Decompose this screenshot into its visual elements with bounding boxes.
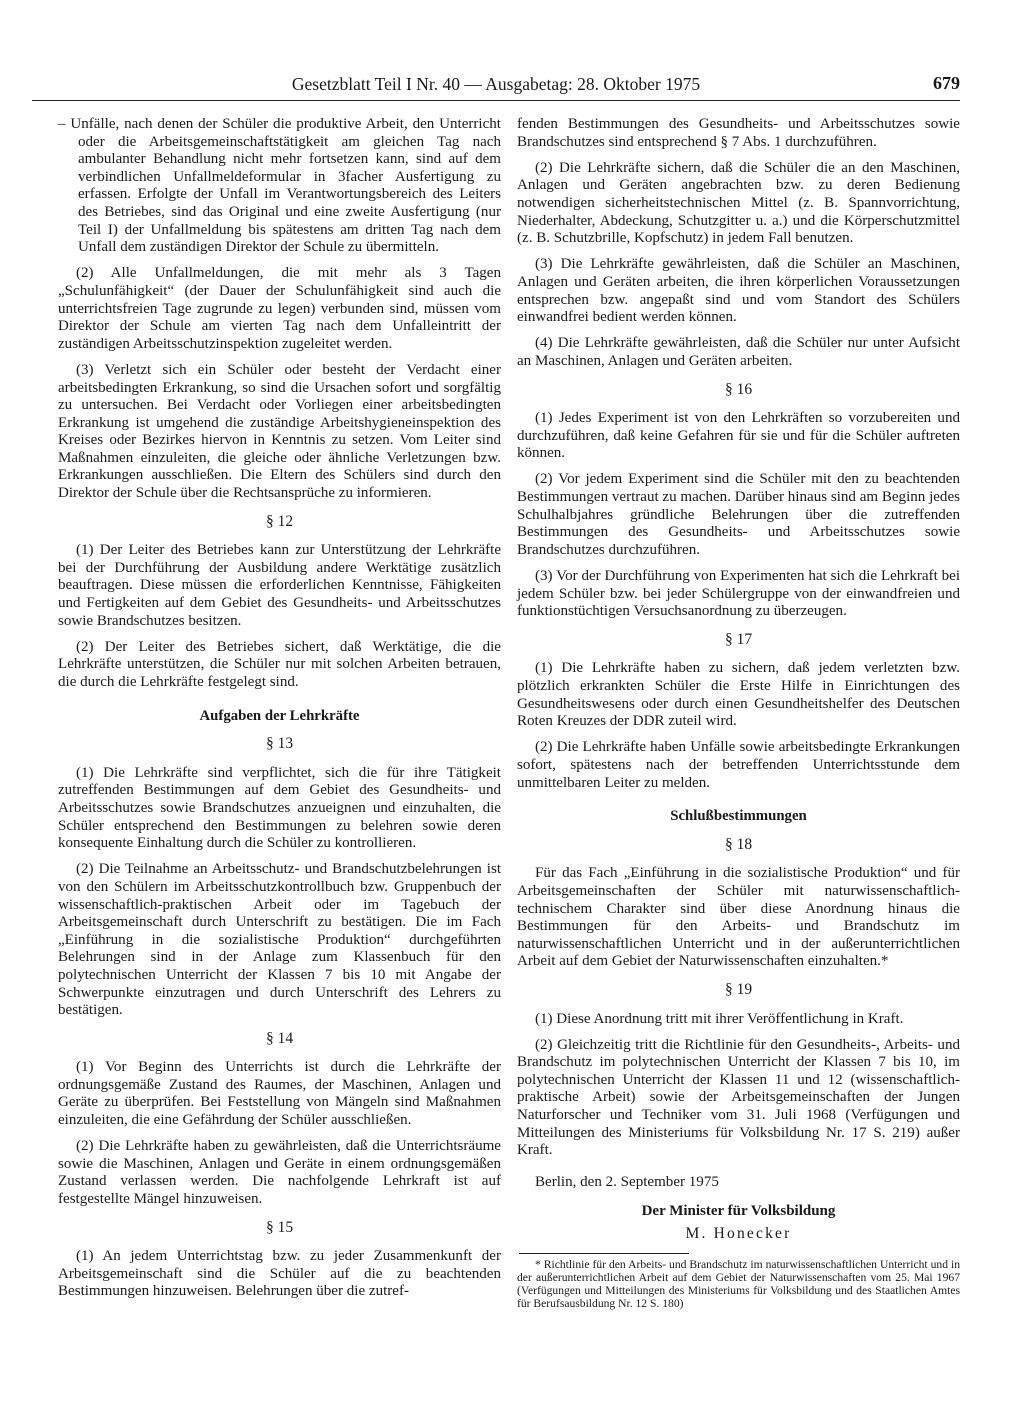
footnote: * Richtlinie für den Arbeits- und Brandschutz im naturwissenschaftlichen Unterricht und in der außerunterrichtlichen Arbeit auf dem Gebiet der Naturwissenschaften vom 25. Mai 1967 (Verfügungen und Mitteilungen des Ministeriums für Volksbildung und des Staatlichen Amtes für Berufsausbildung Nr. 12 S. 180): [517, 1257, 960, 1311]
section-number: § 13: [265, 735, 294, 753]
running-header: [32, 74, 960, 101]
section-number: § 15: [265, 1218, 294, 1236]
paragraph: (4) Die Lehrkräfte gewährleisten, daß die Schüler nur unter Aufsicht an Maschinen, Anlagen und Geräten arbeiten.: [517, 335, 960, 369]
section-heading: Schlußbestimmungen: [670, 808, 807, 825]
paragraph: (1) Die Lehrkräfte sind verpflichtet, sich die für ihre Tätigkeit zutreffenden Bestimmungen auf dem Gebiet des Gesundheits- und Arbeitsschutzes sowie Brandschutzes anzueignen und einzuhalten, die Schüler entsprechend den Bestimmungen zu belehren sowie deren konsequente Einhaltung durch die Schüler zu kontrollieren.: [58, 764, 501, 852]
paragraph: Für das Fach „Einführung in die sozialistische Produktion“ und für Arbeitsgemeinschaften der Schüler mit naturwissenschaftlich-technischem Charakter sind über diese Anordnung hinaus die Bestimmungen für den Arbeits- und Brandschutz im naturwissenschaftlichen Unterricht und in der außerunterrichtlichen Arbeit auf dem Gebiet der Naturwissenschaften einzuhalten.*: [517, 865, 960, 970]
paragraph: (2) Vor jedem Experiment sind die Schüler mit den zu beachtenden Bestimmungen vertraut zu machen. Darüber hinaus sind am Beginn jedes Schulhalbjahres gründliche Belehrungen über die zutreffenden Bestimmungen des Gesundheits- und Arbeitsschutzes sowie Brandschutzes durchzuführen.: [517, 471, 960, 558]
paragraph: (1) Jedes Experiment ist von den Lehrkräften so vorzubereiten und durchzuführen, daß keine Gefahren für sie und für die Schüler auftreten können.: [517, 410, 960, 462]
paragraph: fenden Bestimmungen des Gesundheits- und Arbeitsschutzes sowie Brandschutzes sind entsprechend § 7 Abs. 1 durchzuführen.: [517, 116, 960, 150]
section-number: § 14: [265, 1029, 294, 1047]
section-number: § 19: [724, 980, 753, 998]
section-number: § 16: [724, 380, 753, 398]
paragraph: (2) Alle Unfallmeldungen, die mit mehr als 3 Tagen „Schulunfähigkeit“ (der Dauer der Schulunfähigkeit sind auch die unterrichtsfreien Tage zugrunde zu legen) verbunden sind, müssen vom Direktor der Schule am vierten Tag nach dem Unfalleintritt der zuständigen Arbeitsschutzinspektion zugeleitet werden.: [58, 265, 501, 352]
section-number: § 18: [724, 835, 753, 853]
paragraph: (2) Die Lehrkräfte sichern, daß die Schüler die an den Maschinen, Anlagen und Geräten angebrachten bzw. zu deren Bedienung notwendigen sicherheitstechnischen Mittel (z. B. Spannvorrichtung, Niederhalter, Abdeckung, Schutzgitter u. a.) und die Körperschutzmittel (z. B. Schutzbrille, Kopfschutz) in jedem Fall benutzen.: [517, 159, 960, 247]
paragraph: (1) Die Lehrkräfte haben zu sichern, daß jedem verletzten bzw. plötzlich erkrankten Schüler die Erste Hilfe in Einrichtungen des Gesundheitswesens oder durch einen Gesundheitshelfer des Deutschen Roten Kreuzes der DDR zuteil wird.: [517, 660, 960, 730]
running-title: Gesetzblatt Teil I Nr. 40 — Ausgabetag: 28. Oktober 1975: [291, 74, 701, 94]
paragraph: (1) Der Leiter des Betriebes kann zur Unterstützung der Lehrkräfte bei der Durchführung der Ausbildung andere Werktätige zusätzlich beauftragen. Diese müssen die erforderlichen Kenntnisse, Fähigkeiten und Fertigkeiten auf dem Gebiet des Gesundheits- und Arbeitsschutzes sowie Brandschutzes besitzen.: [58, 542, 501, 629]
section-number: § 17: [724, 630, 753, 648]
paragraph: (2) Gleichzeitig tritt die Richtlinie für den Gesundheits-, Arbeits- und Brandschutz im polytechnischen Unterricht der Klassen 7 bis 10, im polytechnischen Unterricht der Klassen 11 und 12 (wissenschaftlich-praktische Arbeit) sowie der Arbeitsgemeinschaften der Jungen Naturforscher und Techniker vom 31. Juli 1968 (Verfügungen und Mitteilungen des Ministeriums für Volksbildung Nr. 17 S. 219) außer Kraft.: [517, 1036, 960, 1159]
paragraph: (2) Der Leiter des Betriebes sichert, daß Werktätige, die die Lehrkräfte unterstützen, die Schüler nur mit solchen Arbeiten betrauen, die durch die Lehrkräfte festgelegt sind.: [58, 638, 501, 690]
paragraph: (2) Die Teilnahme an Arbeitsschutz- und Brandschutzbelehrungen ist von den Schülern im Arbeitsschutzkontrollbuch bzw. Gruppenbuch der wissenschaftlich-praktischen Arbeit oder im Tagebuch der Arbeitsgemeinschaft durch Unterschrift zu bestätigen. Die im Fach „Einführung in die sozialistische Produktion“ durchgeführten Belehrungen sind in der Anlage zum Klassenbuch für den polytechnischen Unterricht der Klassen 7 bis 10 mit Angabe der Schwerpunkte einzutragen und durch Unterschrift des Lehrers zu bestätigen.: [58, 861, 501, 1019]
signer-title: Der Minister für Volksbildung: [641, 1203, 836, 1220]
paragraph: (2) Die Lehrkräfte haben zu gewährleisten, daß die Unterrichtsräume sowie die Maschinen, Anlagen und Geräte in einem ordnungsgemäßen Zustand verlassen werden. Die nachfolgende Lehrkraft ist auf festgestellte Mängel hinzuweisen.: [58, 1138, 501, 1208]
paragraph: – Unfälle, nach denen der Schüler die produktive Arbeit, den Unterricht oder die Arbeitsgemeinschaftstätigkeit am gleichen Tag nach ambulanter Behandlung nicht mehr fortsetzen kann, sind auf dem verbindlichen Unfallmeldeformular in 3facher Ausfertigung zu erfassen. Erfolgte der Unfall im Verantwortungsbereich des Leiters des Betriebes, sind das Original und eine zweite Ausfertigung (nur Teil I) der Unfallmeldung bis spätestens am dritten Tag nach dem Unfall dem zuständigen Direktor der Schule zu übermitteln.: [58, 116, 501, 256]
paragraph: (3) Die Lehrkräfte gewährleisten, daß die Schüler an Maschinen, Anlagen und Geräten arbeiten, die ihren körperlichen Voraussetzungen entsprechen bzw. angepaßt sind und vom Standort des Schülers einwandfrei bedient werden können.: [517, 256, 960, 326]
place-date: Berlin, den 2. September 1975: [535, 1173, 719, 1190]
page-number: 679: [933, 73, 960, 93]
footnote-rule: [519, 1253, 689, 1254]
right-column: [517, 116, 960, 1319]
paragraph: (3) Vor der Durchführung von Experimenten hat sich die Lehrkraft bei jedem Schüler bzw. bei jeder Schülergruppe von der einwandfreien und funktionstüchtigen Versuchsanordnung zu überzeugen.: [517, 568, 960, 620]
paragraph: (1) Diese Anordnung tritt mit ihrer Veröffentlichung in Kraft.: [535, 1010, 904, 1027]
signer-name: M. Honecker: [685, 1225, 792, 1243]
paragraph: (2) Die Lehrkräfte haben Unfälle sowie arbeitsbedingte Erkrankungen sofort, spätestens nach der betreffenden Unterrichtsstunde dem unmittelbaren Leiter zu melden.: [517, 739, 960, 791]
left-column: [58, 116, 501, 1310]
paragraph: (1) An jedem Unterrichtstag bzw. zu jeder Zusammenkunft der Arbeitsgemeinschaft sind die Schüler auf die zu beachtenden Bestimmungen hinzuweisen. Belehrungen über die zutref-: [58, 1248, 501, 1300]
paragraph: (3) Verletzt sich ein Schüler oder besteht der Verdacht einer arbeitsbedingten Erkrankung, so sind die Ursachen sofort und sorgfältig zu untersuchen. Bei Verdacht oder Vorliegen einer arbeitsbedingten Erkrankung ist umgehend die zuständige Arbeitshygieneinspektion des Kreises oder Bezirkes hiervon in Kenntnis zu setzen. Vom Leiter sind Maßnahmen einzuleiten, die gleiche oder ähnliche Verletzungen bzw. Erkrankungen ausschließen. Die Eltern des Schülers sind durch den Direktor der Schule über die Rechtsansprüche zu informieren.: [58, 361, 501, 502]
section-heading: Aufgaben der Lehrkräfte: [199, 707, 360, 724]
section-number: § 12: [265, 512, 294, 530]
paragraph: (1) Vor Beginn des Unterrichts ist durch die Lehrkräfte der ordnungsgemäße Zustand des Raumes, der Maschinen, Anlagen und Geräte zu überprüfen. Bei Feststellung von Mängeln sind Maßnahmen einzuleiten, die eine Gefährdung der Schüler ausschließen.: [58, 1059, 501, 1129]
